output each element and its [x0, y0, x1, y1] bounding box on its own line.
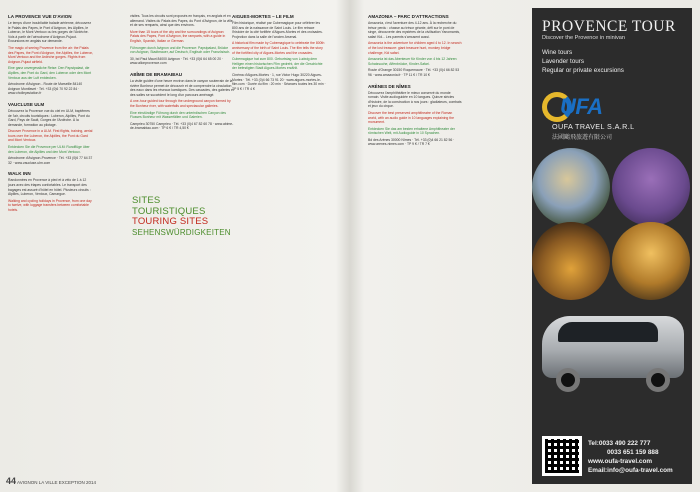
column-2: [130, 14, 234, 470]
ad-phone: Tel:0033 490 222 777: [588, 440, 651, 447]
listing-text-en: Amazonia is the adventure for children aged 4 to 12. In search of the lost treasure: giant treasure hunt, monkey bridge challenge, Kid safari.: [368, 41, 462, 55]
listing-section: [8, 102, 94, 166]
ad-contact: [588, 439, 673, 475]
lavender-photo: [612, 148, 690, 226]
listing-text-fr: Aérodrome d'Avignon-Provence · Tél. +33 (0)6 77 64 37 32 · www.vaucluse-ulm.com: [8, 156, 93, 165]
listing-text-de: Entdecken Sie das am besten erhaltene Amphitheater der römischen Welt, mit Audioguide in 10 Sprachen.: [368, 126, 455, 136]
listing-title: ARÈNES DE NÎMES: [368, 83, 411, 89]
listing-text-fr: 30, bd Paul Mauri 84000 Avignon · Tél. +33 (0)6 64 65 00 20 · www.allonprovence.com: [130, 56, 224, 66]
provence-tour-ad: [532, 8, 692, 484]
listing-section: [368, 84, 462, 148]
column-3: [232, 14, 326, 484]
listing-text-de: Eine ganz unvergessliche Reise: Den Papstpalast, die Alpilles, den Pont du Gard, den Luberon oder den Mont Ventoux aus der Luft entdecken.: [8, 66, 92, 80]
qr-code-icon: [542, 436, 582, 476]
minivan-image: [538, 302, 688, 398]
listing-section: [368, 14, 462, 78]
column-1: [8, 14, 94, 484]
page-number: 44: [6, 476, 17, 486]
ad-phone-2: 0033 651 159 888: [607, 449, 659, 456]
listing-text-fr: La visite guidée d'une heure environ dans le canyon souterrain de la rivière Bonheur permet de découvrir et de comprendre la circulation des eaux dans les réseaux karstiques. Des cascades, des galeries et des salles se succèdent le long d'un parcours aménagé.: [130, 78, 234, 97]
listing-text-en: More than 15 tours of the city and the surroundings of Avignon: Palais des Papes, Pont d'Avignon, the ramparts, with a guide in English, Spanish, Italian or German.: [130, 29, 226, 43]
van-wheel-icon: [556, 368, 580, 392]
listing-text-fr: Aérodrome d'Avignon - Route de Marseille 84140 Avignon Montfavet · Tél. +33 (0)6 70 92 22 84 · www.cholleyaviation.fr: [8, 82, 83, 96]
listing-text-fr: Randonnées en Provence à pied et à vélo de 1 à 12 jours avec des étapes confortables. Le transport des bagages est assuré d'hôtel en hôtel. Plusieurs circuits : Alpilles, Luberon, Ventoux, Camargue.: [8, 178, 91, 197]
listing-text-de: Führungen durch Avignon und die Provence: Papstpalast, Brücke von Avignon, Stadtmauer, auf Deutsch, Englisch oder Französisch.: [130, 45, 231, 55]
logo-wordmark: UFA: [560, 94, 603, 119]
ad-service-item: Regular or private excursions: [542, 67, 624, 74]
listing-text-en: Walking and cycling holidays in Provence, from one day to twelve, with luggage transfers between comfortable hotels.: [8, 198, 92, 212]
listing-text-de: Entdecken Sie die Provence per ULM: Rundflüge über den Luberon, die Alpilles und den Mont Ventoux.: [8, 145, 90, 154]
listing-text-en: A historical film made by Cubemagique to celebrate the 800th anniversary of the birth of Saint Louis. The film tells the story of the fortified city of Aigues-Mortes and the crusades.: [232, 41, 325, 55]
listing-text-en: A one-hour guided tour through the underground canyon formed by the Bonheur river, with waterfalls and spectacular galleries.: [130, 99, 231, 108]
listing-title: AMAZONIA – PARC D'ATTRACTIONS: [368, 14, 449, 19]
ad-title: PROVENCE TOUR: [542, 18, 676, 35]
listing-text-fr: Le temps d'une inoubliable balade aérienne, découvrez le Palais des Papes, le Pont d'Avignon, les Alpilles, le Luberon, le Mont Ventoux ou les gorges de l'Ardèche. Vols à partir de l'aérodrome d'Avignon-Pujaut. Excursions en anglais sur demande.: [8, 21, 92, 44]
sites-heading-en: TOURING SITES: [132, 216, 209, 227]
listing-section: [130, 14, 234, 66]
listing-title: ABÎME DE BRAMABIAU: [130, 71, 183, 77]
listing-text-fr: Découvrez la Provence vue du ciel en ULM, baptêmes de l'air, circuits touristiques : Luberon, Alpilles, Pont du Gard, Pays de Sault, Gorges de l'Ardèche. À la demande, formation au pilotage.: [8, 108, 90, 127]
sites-heading-fr: SITES TOURISTIQUES: [132, 195, 206, 217]
listing-text-de: Cubemagique hat zum 800. Geburtstag von Ludwig dem Heiligen einen historischen Film gedreht, der die Geschichte der befestigten Stadt Aigues-Mortes erzählt.: [232, 57, 323, 71]
listing-title: AIGUES-MORTES – LE FILM: [232, 14, 294, 19]
listing-section: [232, 14, 326, 91]
listing-text-de: Amazonia ist das Abenteuer für Kinder von 4 bis 12 Jahren: Schatzsuche, Affenbrücke, Kinder-Safari.: [368, 57, 458, 66]
sites-heading-de: SEHENSWÜRDIGKEITEN: [132, 227, 231, 237]
listing-section: [130, 72, 234, 131]
listing-text-fr: Découvrez l'amphithéâtre le mieux conservé du monde romain. Visite audioguidée en 10 langues. Quinze siècles d'histoire, de la construction à nos jours : gladiateurs, combats et jeux du cirque.: [368, 90, 462, 109]
listing-text-fr: Route d'Orange 30150 Roquemaure · Tél. +33 (0)4 66 82 53 96 · www.amazonia.fr · TP 11 € / TR 10 €: [368, 68, 460, 77]
ad-website: www.oufa-travel.com: [588, 458, 653, 465]
listing-text-fr: Cinéma d'Aigues-Mortes · 1, rue Victor Hugo 30220 Aigues-Mortes · Tél. +33 (0)4 66 73 91 20 · www.aigues-mortes-le-film.com · Durée du film : 20 min · Séances toutes les 30 min · TP 5 € / TR 4 €: [232, 72, 326, 91]
ad-subtitle: Discover the Provence in minivan: [542, 35, 626, 41]
arena-night-photo: [612, 222, 690, 300]
oufa-logo: [542, 92, 682, 144]
logo-chinese-name: 法國鷗飛旅遊有限公司: [552, 135, 613, 141]
listing-text-fr: Film historique, réalisé par Cubemagique pour célébrer les 800 ans de la naissance de Saint Louis. Le film retrace l'histoire de la cité fortifiée d'Aigues-Mortes et des croisades. Projection dans la salle de l'ancien Arsenal.: [232, 21, 323, 39]
listing-text-en: Discover the best preserved amphitheatre of the Roman world, with an audio guide in 10 languages explaining the monument.: [368, 110, 454, 125]
listing-text-de: Eine einstündige Führung durch den unterirdischen Canyon des Flusses Bonheur mit Wasserfällen und Galerien.: [130, 110, 226, 120]
listing-section: [8, 171, 94, 212]
page-folio: [6, 476, 96, 486]
listing-text-fr: Bd des Arènes 30000 Nîmes · Tél. +33 (0)4 66 21 82 56 · www.arenes-nimes.com · TP 9 € / TR 7 €: [368, 137, 455, 147]
listing-title: VAUCLUSE ULM: [8, 101, 45, 107]
listing-text-fr: visites. Tous les circuits sont proposés en français, en anglais et en allemand. Visites du Palais des Papes, du Pont d'Avignon, de la ville et de ses remparts, ainsi que des environs.: [130, 14, 233, 28]
column-4: [368, 14, 462, 484]
listing-title: LA PROVENCE VUE D'AVION: [8, 14, 72, 19]
palace-night-photo: [532, 222, 610, 300]
sites-heading: [132, 196, 232, 238]
listing-text-en: The magic of seeing Provence from the air: the Palais des Papes, the Pont d'Avignon, the Alpilles, the Luberon, Mont Ventoux and the Ardèche gorges. Flights from Avignon-Pujaut airfield.: [8, 45, 94, 64]
logo-company-name: OUFA TRAVEL S.A.R.L: [552, 122, 635, 131]
village-photo: [532, 148, 610, 226]
ad-services: [542, 48, 624, 75]
photo-collage: [532, 148, 692, 298]
listing-text-fr: Camprieu 30750 Camprieu · Tél. +33 (0)4 67 82 60 78 · www.abime-de-bramabiau.com · TP 6 € / TR 4,50 €: [130, 121, 234, 131]
ad-email: Email:info@oufa-travel.com: [588, 467, 673, 474]
listing-text-en: Discover Provence in a ULM. First flights, training, aerial tours over the Luberon, the Alpilles, the Pont du Gard and Mont Ventoux.: [8, 129, 93, 143]
van-windshield: [558, 322, 658, 342]
ad-service-item: Lavender tours: [542, 58, 585, 65]
listing-title: WALK INN: [8, 171, 31, 177]
ad-service-item: Wine tours: [542, 49, 573, 56]
footer-text: AVIGNON LA VILLE EXCEPTION 2014: [17, 480, 96, 485]
listing-text-fr: Amazonia, c'est l'aventure des 4-12 ans. À la recherche du trésor perdu : chasse au trésor géante, défi sur le pont de singe, découverte des mystères de la civilisation Yanomamis, safari Kid... Les parents s'amusent aussi.: [368, 21, 461, 39]
listing-section: [8, 14, 94, 96]
van-wheel-icon: [646, 368, 670, 392]
